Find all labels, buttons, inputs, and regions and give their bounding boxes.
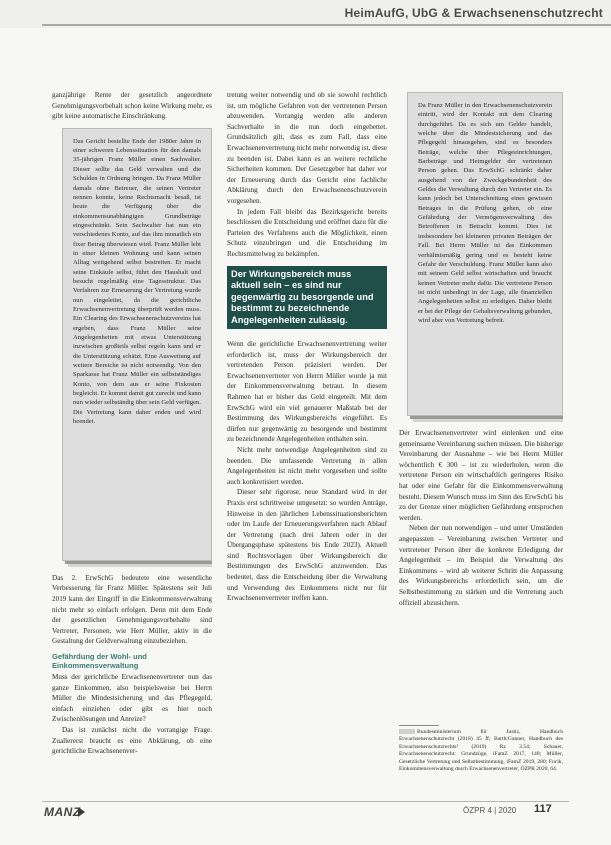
column-left [52, 90, 212, 790]
section-heading: Gefährdung der Wohl- und Einkommensverwaltung [52, 651, 147, 670]
pull-quote: Der Wirkungsbereich muss aktuell sein – es sind nur gegenwärtig zu besorgende und bestimmt zu bezeichnende Angelegenheiten zulässig. [227, 266, 387, 330]
footnote-marker [399, 729, 415, 734]
running-header-title: HeimAufG, UbG & Erwachsenenschutzrecht [344, 6, 603, 20]
column-right [399, 90, 563, 790]
example-box [62, 128, 212, 561]
example-box-text: Das Gericht bestellte Ende der 1980er Jahre in einer schweren Lebenssituation für den damals 35-jährigen Franz Müller einen Sachwalter. Dieser sollte das Geld verwalten und die Schulden in Ordnung bringen. Da Franz Müller damals ohne Betreuer, die seinen Vertreter nennen konnte, keine Rechtsmacht besaß, ist heute die Verfügung über die einkommensunabhängigen Grundbeträge eingeschränkt. Sein Sachwalter hat nun ein verschiedenes Konto, auf das ihm monatlich ein fixer Betrag überwiesen wird. Franz Müller lebt in einer kleinen Wohnung und kann seinen Alltag weitgehend selbst bestreiten. Er macht seine Einkäufe selbst, führt den Haushalt und besucht regelmäßig eine Tagesstruktur. Das Verfahren zur Erneuerung der Vertretung wurde nun eingeleitet, da die gerichtliche Erwachsenenvertretung überprüft werden muss. Ein Clearing des Erwachsenenschutzvereins hat ergeben, dass Franz Müller seine Angelegenheiten mit etwas Unterstützung inzwischen großteils selbst regeln kann und er die Unterstützung schätzt. Eine Ausweitung auf weitere Bereiche ist nicht notwendig. Von den Sparkasse hat Franz Müller ein selbstständiges Konto, von dem aus er seine Fixkosten begleicht. Er kommt damit gut zurecht und kann nun wieder selbständig über sein Geld verfügen. Die Vertretung kann daher enden und wird beendet. [73, 137, 201, 426]
paragraph: Dieser sehr rigorose, neue Standard wird in der Praxis erst schrittweise umgesetzt: so wurden Anträge, Hinweise in den jährlichen Lebenssituationsberichten oder im Laufe der Erneuerungsverfahren nach Ablauf der Vertretung (nach drei Jahren oder in der Übergangsphase spätestens bis Ende 2023). Aktuell sind Rechtsvorlagen über Wirkungsbereich die Bestimmungen des ErwSchG anzuwenden. Das bedeutet, dass die Entscheidung über die Verwaltung und Verwendung des Einkommens nicht nur für Erwachsenenvertreter treffen kann. [227, 488, 387, 603]
page-number: 117 [534, 803, 552, 815]
paragraph: Neben der nun notwendigen – und unter Umständen angepassten – Vereinbarung zwischen Vertreter und vertretener Person über die konkrete Erledigung der Angelegenheit – im Beispiel die Verwaltung des Einkommens – wird ab weiterer Schritt die Anpassung des Wirkungsbereichs erforderlich sein, um die Selbstbestimmung zu stärken und die Vertretung auch offiziell abzusichern. [399, 524, 563, 607]
header-rule [42, 24, 611, 26]
paragraph: Das 2. ErwSchG bedeutete eine wesentliche Verbesserung für Franz Müller. Spätestens seit Juli 2019 kann der Eingriff in die Einkommensverwaltung nicht mehr so einfach erfolgen. Denn mit dem Ende der gesetzlichen Genehmigungsvorbehalte sind Vertreter, Personen, wie Herr Müller, aktiv in die Gestaltung der Geldverwaltung einzubeziehen. [52, 573, 212, 646]
paragraph: Das ist zunächst nicht die vorrangige Frage. Zuallererst braucht es eine Abklärung, ob eine gerichtliche Erwachsenenver- [52, 725, 212, 756]
paragraph-continued: ganzjährige Rente der gesetzlich angeordnete Genehmigungsvorbehalt schon keine Wirkung mehr, es gibt keine automatische Einschränkung. [52, 91, 212, 121]
logo-arrow-icon [78, 807, 85, 817]
footnote [399, 729, 563, 773]
paragraph: Wenn die gerichtliche Erwachsenenvertretung weiter erforderlich ist, muss der Wirkungsbereich der vertretenden Person präzisiert werden. Der Erwachsenenvertreter von Herrn Müller wurde ja mit der Einkommensverwaltung betraut. In diesem Rahmen hat er bisher das Geld eingeteilt. Mit dem ErwSchG wird ein viel genauerer Maßstab bei der Bestimmung des Wirkungsbereichs eingeführt. Es dürfen nur gegenwärtig zu besorgende und bestimmt zu bezeichnende Angelegenheiten enthalten sein. [227, 340, 387, 444]
paragraph: tretung weiter notwendig und ob sie sowohl rechtlich ist, um mögliche Gefahren von der vertretenen Person abzuwenden. Vorrangig werden alle anderen Sachverhalte in die nun doch eingebettet. Grundsätzlich gilt, dass es zum Fall, dass eine Erwachsenenvertretung nicht mehr notwendig ist, diese zu beenden ist. Dabei kann es an weitere rechtliche Sicherheiten kommen. Der Gesetzgeber hat daher vor der Erneuerung durch das Gericht eine fachliche Abklärung durch den Erwachsenenschutzverein vorgesehen. [227, 91, 387, 205]
example-box [407, 92, 563, 416]
paragraph: Nicht mehr notwendige Angelegenheiten sind zu beenden. Die umfassende Vertretung in allen Angelegenheiten ist nicht mehr vorgesehen und sollte auch konkretisiert werden. [227, 445, 387, 486]
paragraph: In jedem Fall bleibt das Bezirksgericht bereits beschlossen die Entscheidung und eröffnet dazu für die Parteien des Verfahrens auch die Möglichkeit, einen Schutz einzubringen und die Entscheidung im Rechtsmittelweg zu bekämpfen. [227, 207, 387, 258]
footnote-rule [399, 725, 439, 726]
footnote-text: Bundesministerium für Justiz, Handbuch Erwachsenenschutzrecht (2018) 45 ff; Barth/Ganner, Handbuch des Erwachsenenschutzrechts³ (2019) Rz 3.54; Schauer, Erwachsenenschutzrecht: Grundzüge, iFamZ 2017, 148; Müller, Gesetzliche Vertretung und Selbstbestimmung, iFamZ 2019, 280; Fucik, Einkommensverwaltung durch Erwachsenenvertreter, ÖZPR 2020, 64. [399, 729, 563, 773]
paragraph: Muss der gerichtliche Erwachsenenvertreter nun das ganze Einkommen, also beispielsweise bei Herrn Müller die Mindestsicherung und das Pflegegeld, einfach einziehen oder gibt es hier noch Zwischenlösungen und Anreize? [52, 672, 212, 724]
footer-rule [42, 801, 569, 802]
publisher-logo: MANZ [44, 805, 81, 819]
journal-issue: ÖZPR 4 | 2020 [463, 806, 517, 815]
column-middle [227, 90, 387, 790]
example-box-text: Da Franz Müller in den Erwachsenenschutzverein eintritt, wird der Kontakt mit dem Clearing durchgeführt. Da es sich um Gelder handelt, welche über die Mindestsicherung und das Pflegegeld hinausgehen, sind es besonders Beträge, welche über Pflegeeinrichtungen, Barbeträge und Heimgelder der vertretenen Person gehen. Das ErwSchG schränkt daher ausgehend von der Zweckgebundenheit des Geldes die Verwaltung durch den Vertreter ein. Es kann jedoch bei Unterschreitung eines gewissen Betrages in die Prüfung gehen, ob eine Gefährdung der Vermögensverwaltung des Betroffenen in Betracht kommt. Dies ist insbesondere bei kleineren privaten Beträgen der Fall. Bei Herrn Müller ist das Einkommen verhältnismäßig gering und es besteht keine Gefahr der Verschuldung. Franz Müller kann also mit seinem Geld selbst wirtschaften und braucht keinen Vertreter mehr dafür. Die vertretene Person ist nicht unbedingt in der Lage, alle finanziellen Angelegenheiten selbst zu erledigen. Daher bleibt er bei der Pflege der Gehaltsverwaltung gebunden, wird aber von Vertretung befreit. [418, 102, 552, 324]
paragraph: Der Erwachsenenvertreter wird einlenken und eine gemeinsame Vereinbarung suchen müssen. Die bisherige Vereinbarung der Ausnahme – wie bei Herrn Müller wöchentlich € 300 – ist zu wiederholen, wenn die vertretene Person ein wirtschaftlich geringeres Risiko hat oder eine Gefahr für die Einkommensverwaltung besteht. Diesem Wunsch muss im Sinn des ErwSchG bis zu der Grenze einer möglichen Gefährdung entsprochen werden. [399, 429, 563, 522]
